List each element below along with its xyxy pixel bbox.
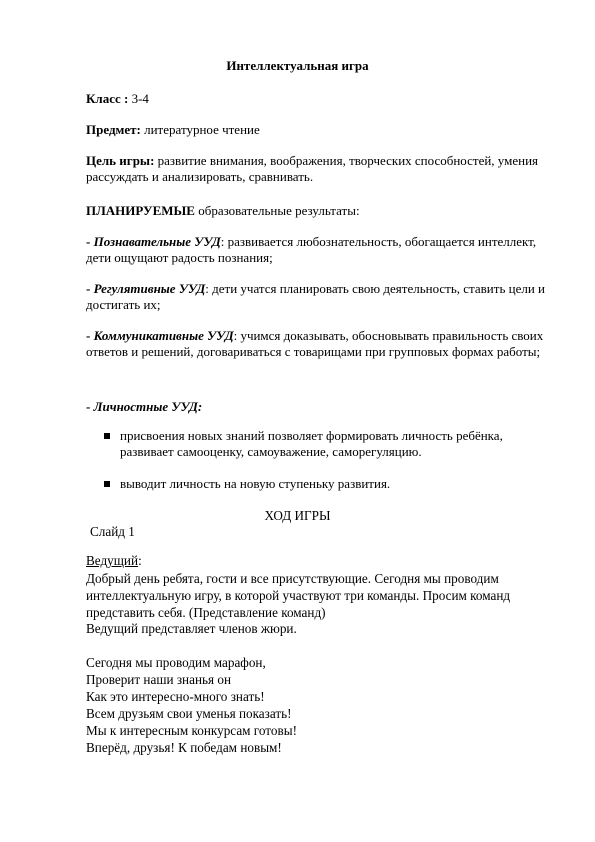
uud-prefix: - xyxy=(86,234,94,249)
goal-label: Цель игры: xyxy=(86,153,155,168)
host-heading xyxy=(86,553,142,569)
poem-line: Как это интересно-много знать! xyxy=(86,689,265,704)
planned-label: ПЛАНИРУЕМЫЕ xyxy=(86,203,195,218)
subject-value: литературное чтение xyxy=(140,122,260,137)
uud-prefix: - xyxy=(86,328,94,343)
poem-line: Проверит наши знанья он xyxy=(86,672,232,687)
uud-regulatory-text: : дети учатся планировать свою деятельность, ставить цели и достигать их; xyxy=(86,281,546,312)
poem-line: Всем друзьям свои уменья показать! xyxy=(86,706,292,721)
bullet-item-2: выводит личность на новую ступеньку развития. xyxy=(120,476,391,491)
uud-regulatory-label: Регулятивные УУД xyxy=(93,281,206,296)
uud-prefix: - xyxy=(86,399,94,414)
uud-personal-label: Личностные УУД: xyxy=(93,399,203,414)
jury-line: Ведущий представляет членов жюри. xyxy=(86,621,297,636)
square-bullet-icon xyxy=(104,481,110,487)
uud-communicative-label: Коммуникативные УУД xyxy=(93,328,234,343)
slide-label: Слайд 1 xyxy=(90,524,135,539)
goal-value: развитие внимания, воображения, творческих способностей, умения рассуждать и анализировать, сравнивать. xyxy=(86,153,539,184)
uud-cognitive xyxy=(86,234,546,266)
poem-line: Мы к интересным конкурсам готовы! xyxy=(86,723,297,738)
uud-personal xyxy=(86,399,546,415)
host-label: Ведущий xyxy=(86,553,139,568)
page-title: Интеллектуальная игра xyxy=(226,58,369,73)
poem-line: Сегодня мы проводим марафон, xyxy=(86,655,266,670)
subject-label: Предмет: xyxy=(86,122,141,137)
uud-regulatory xyxy=(86,281,546,313)
square-bullet-icon xyxy=(104,433,110,439)
course-heading: ХОД ИГРЫ xyxy=(264,508,331,523)
uud-prefix: - xyxy=(86,281,94,296)
class-line xyxy=(86,91,149,107)
poem-line: Вперёд, друзья! К победам новым! xyxy=(86,740,282,755)
host-text: Добрый день ребята, гости и все присутствующие. Сегодня мы проводим интеллектуальную игру, в которой участвуют три команды. Просим команд представить себя. (Представление команд) xyxy=(86,571,511,620)
uud-communicative-text: : учимся доказывать, обосновывать правильность своих ответов и решений, договариваться с товарищами при групповых формах работы; xyxy=(86,328,544,359)
uud-cognitive-label: Познавательные УУД xyxy=(93,234,221,249)
bullet-item-1: присвоения новых знаний позволяет формировать личность ребёнка, развивает самооценку, самоуважение, саморегуляцию. xyxy=(120,428,503,459)
subject-line xyxy=(86,122,260,138)
class-label: Класс : xyxy=(86,91,129,106)
planned-value: образовательные результаты: xyxy=(194,203,360,218)
uud-communicative xyxy=(86,328,546,360)
goal-paragraph xyxy=(86,153,546,185)
planned-heading xyxy=(86,203,360,219)
class-value: 3-4 xyxy=(128,91,149,106)
host-colon: : xyxy=(138,553,142,568)
uud-cognitive-text: : развивается любознательность, обогащается интеллект, дети ощущают радость познания; xyxy=(86,234,537,265)
